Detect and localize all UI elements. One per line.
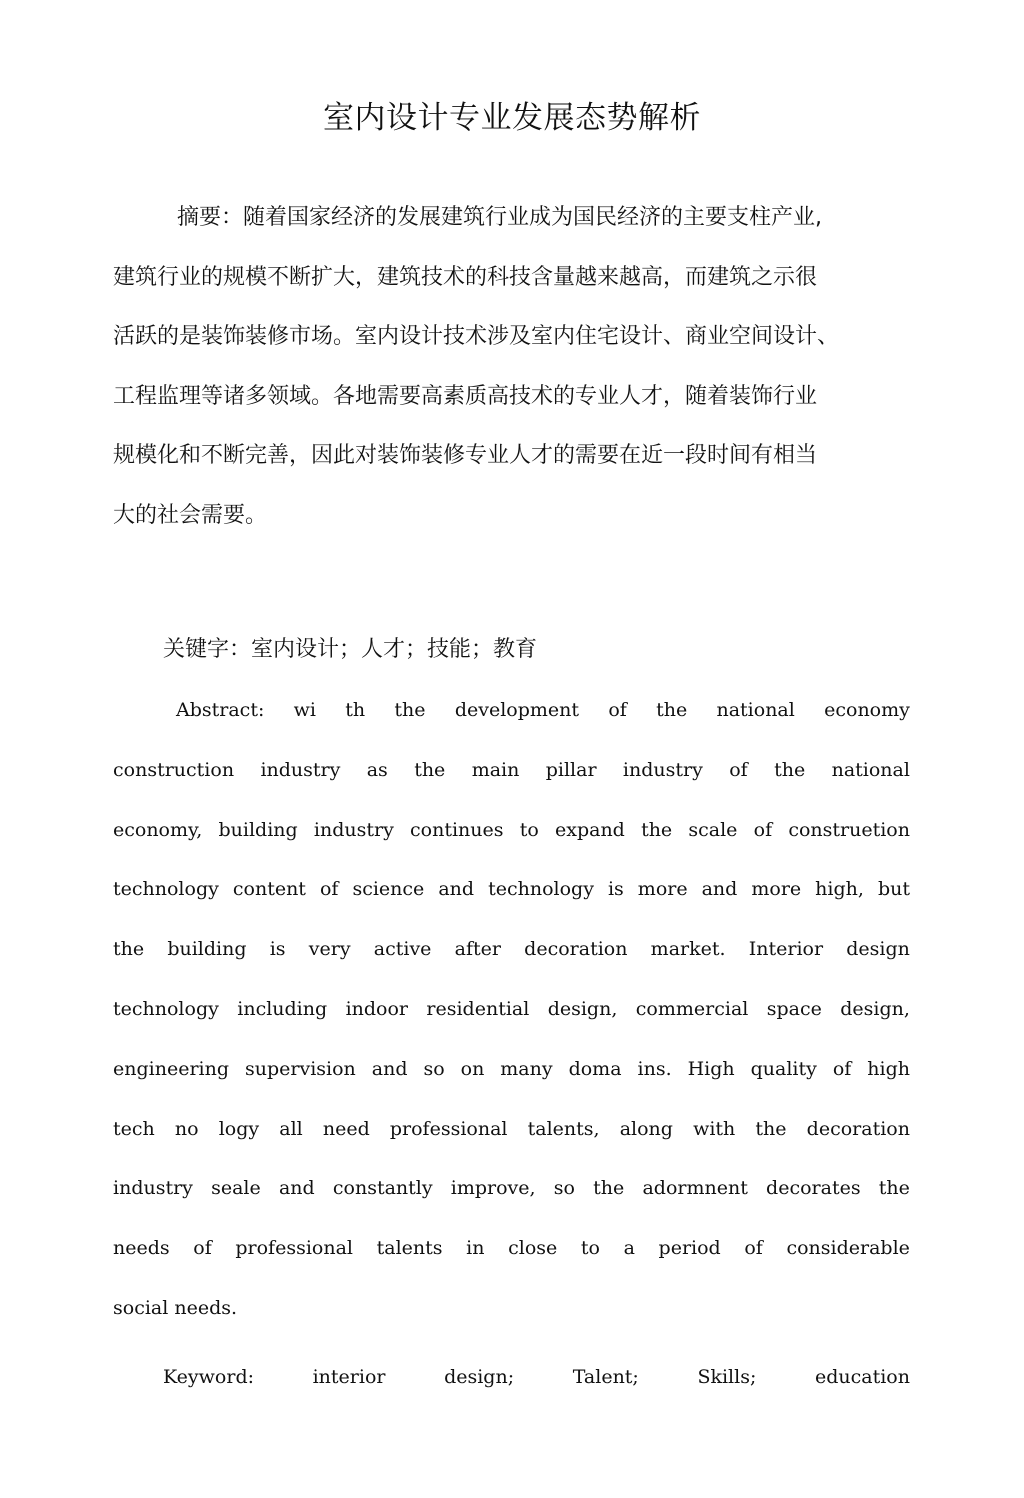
abstract-en-word: th <box>345 699 366 721</box>
abstract-en-word: decoration <box>806 1117 910 1140</box>
abstract-en-word: quality <box>750 1057 817 1080</box>
keywords-en <box>163 1357 910 1397</box>
abstract-en-word: wi <box>293 699 316 721</box>
abstract-en-word: the <box>641 818 673 841</box>
abstract-en-word: the <box>394 699 426 721</box>
abstract-en-word: the <box>878 1177 910 1200</box>
keywords-zh: 关键字：室内设计；人才；技能；教育 <box>163 637 538 662</box>
abstract-en-word: technology <box>113 997 219 1020</box>
abstract-en-word: more <box>751 878 802 901</box>
abstract-en-word: logy <box>218 1117 260 1140</box>
abstract-en-word: so <box>423 1057 445 1080</box>
abstract-zh-line: 建筑行业的规模不断扩大，建筑技术的科技含量越来越高，而建筑之示很 <box>113 264 818 290</box>
abstract-zh-line: 活跃的是装饰装修市场。室内设计技术涉及室内住宅设计、商业空间设计、 <box>113 324 840 349</box>
abstract-en-word: adormnent <box>642 1177 748 1200</box>
abstract-en-word: so <box>553 1177 575 1200</box>
abstract-en-word: national <box>716 699 795 721</box>
abstract-en-word: the <box>755 1117 787 1140</box>
keyword-en-term: Skills; <box>697 1366 757 1388</box>
abstract-en-word: the <box>113 938 145 961</box>
abstract-en-word: economy <box>824 699 910 721</box>
abstract-en-word: high <box>867 1057 910 1080</box>
abstract-en-word: industry <box>622 758 703 781</box>
abstract-en-word: many <box>500 1057 553 1080</box>
abstract-en-word: of <box>832 1057 852 1080</box>
abstract-en-word: the <box>774 758 806 781</box>
abstract-en-word: of <box>193 1237 212 1260</box>
abstract-en-word: is <box>269 938 286 961</box>
abstract-en-word: the <box>593 1177 625 1200</box>
abstract-en-line <box>113 1279 910 1339</box>
abstract-en-word: industry <box>260 758 341 781</box>
abstract-en-word: no <box>174 1117 199 1140</box>
abstract-en-word: very <box>308 938 351 961</box>
abstract-en-word: the <box>656 699 688 721</box>
abstract-en-word: close <box>508 1237 558 1260</box>
abstract-en-word: and <box>438 878 475 901</box>
abstract-en-word: of <box>744 1237 763 1260</box>
abstract-en-word: tech <box>113 1117 155 1140</box>
abstract-zh-line: 摘要：随着国家经济的发展建筑行业成为国民经济的主要支柱产业, <box>177 205 822 230</box>
abstract-en-word: national <box>831 758 910 781</box>
abstract-en-word: market. <box>650 938 726 961</box>
abstract-en-word: talents, <box>527 1117 600 1140</box>
abstract-en-word: all <box>279 1117 303 1140</box>
abstract-en-line <box>113 681 910 741</box>
abstract-en-word: active <box>373 938 432 961</box>
abstract-en-word: industry <box>113 1177 193 1200</box>
abstract-en-line <box>113 1040 910 1100</box>
abstract-en-word: supervision <box>244 1057 356 1080</box>
abstract-en-word: improve, <box>450 1177 536 1200</box>
abstract-en-word: constantly <box>332 1177 433 1200</box>
abstract-en-word: construetion <box>788 818 910 841</box>
abstract-en-word: more <box>637 878 688 901</box>
abstract-en-word: Abstract: <box>176 699 265 721</box>
abstract-en-word: is <box>607 878 624 901</box>
abstract-zh-line: 大的社会需要。 <box>113 502 268 528</box>
abstract-en-word: a <box>623 1237 635 1260</box>
abstract-en-word: of <box>319 878 339 901</box>
abstract-en <box>113 681 910 1339</box>
abstract-en-word: continues <box>410 818 504 841</box>
abstract-en-word: with <box>693 1117 736 1140</box>
abstract-en-word: social needs. <box>113 1296 238 1319</box>
abstract-en-word: high, <box>815 878 864 901</box>
abstract-en-word: residential <box>426 997 530 1020</box>
abstract-en-word: building <box>218 818 298 841</box>
abstract-en-word: talents <box>376 1237 443 1260</box>
abstract-en-line <box>113 741 910 801</box>
abstract-en-word: need <box>322 1117 370 1140</box>
keyword-en-term: interior <box>312 1366 386 1388</box>
abstract-en-word: seale <box>211 1177 261 1200</box>
keyword-en-term: design; <box>444 1366 515 1388</box>
abstract-en-word: professional <box>235 1237 353 1260</box>
abstract-en-word: construction <box>113 758 235 781</box>
abstract-en-word: engineering <box>113 1057 230 1080</box>
abstract-en-word: on <box>460 1057 485 1080</box>
document-title: 室内设计专业发展态势解析 <box>323 100 701 136</box>
abstract-en-word: to <box>580 1237 600 1260</box>
abstract-en-word: Interior <box>748 938 824 961</box>
abstract-zh <box>113 188 913 545</box>
abstract-en-line <box>113 1100 910 1160</box>
abstract-en-word: content <box>232 878 306 901</box>
abstract-en-word: design <box>846 938 910 961</box>
abstract-en-word: and <box>371 1057 408 1080</box>
abstract-en-word: space <box>766 997 822 1020</box>
abstract-en-word: commercial <box>635 997 749 1020</box>
abstract-en-word: needs <box>113 1237 170 1260</box>
abstract-en-word: design, <box>840 997 910 1020</box>
abstract-en-word: design, <box>547 997 618 1020</box>
abstract-en-word: industry <box>313 818 394 841</box>
abstract-en-word: of <box>608 699 627 721</box>
abstract-en-line <box>113 860 910 920</box>
abstract-en-line <box>113 801 910 861</box>
abstract-en-word: and <box>278 1177 315 1200</box>
abstract-en-word: professional <box>389 1117 508 1140</box>
abstract-en-word: but <box>877 878 910 901</box>
abstract-en-word: of <box>729 758 748 781</box>
abstract-en-word: including <box>237 997 328 1020</box>
abstract-en-word: as <box>366 758 388 781</box>
abstract-zh-line: 规模化和不断完善，因此对装饰装修专业人才的需要在近一段时间有相当 <box>113 443 818 468</box>
abstract-en-word: building <box>167 938 247 961</box>
abstract-en-word: economy, <box>113 818 203 841</box>
abstract-en-word: pillar <box>545 758 597 781</box>
abstract-en-word: technology <box>113 878 219 901</box>
abstract-en-word: development <box>454 699 580 721</box>
abstract-en-word: along <box>619 1117 673 1140</box>
abstract-en-word: High <box>687 1057 735 1080</box>
abstract-en-word: doma <box>568 1057 622 1080</box>
abstract-en-line <box>113 980 910 1040</box>
abstract-zh-line: 工程监理等诸多领域。各地需要高素质高技术的专业人才，随着装饰行业 <box>113 383 818 409</box>
abstract-en-word: and <box>701 878 738 901</box>
abstract-en-word: period <box>658 1237 721 1260</box>
keyword-en-term: Talent; <box>572 1366 639 1388</box>
abstract-en-word: technology <box>488 878 594 901</box>
abstract-en-word: in <box>466 1237 485 1260</box>
abstract-en-word: decorates <box>766 1177 861 1200</box>
abstract-en-word: science <box>352 878 425 901</box>
abstract-en-word: ins. <box>637 1057 672 1080</box>
keyword-en-term: Keyword: <box>163 1366 255 1388</box>
abstract-en-line <box>113 1159 910 1219</box>
abstract-en-word: expand <box>555 818 625 841</box>
abstract-en-word: considerable <box>786 1237 910 1260</box>
abstract-en-word: main <box>471 758 520 781</box>
abstract-en-word: the <box>414 758 446 781</box>
abstract-en-word: of <box>753 818 773 841</box>
abstract-en-word: to <box>519 818 539 841</box>
abstract-en-word: indoor <box>345 997 408 1020</box>
abstract-en-line <box>113 1219 910 1279</box>
abstract-en-word: decoration <box>524 938 628 961</box>
abstract-en-word: scale <box>688 818 738 841</box>
abstract-en-word: after <box>454 938 501 961</box>
abstract-en-line <box>113 920 910 980</box>
keyword-en-term: education <box>814 1366 910 1388</box>
